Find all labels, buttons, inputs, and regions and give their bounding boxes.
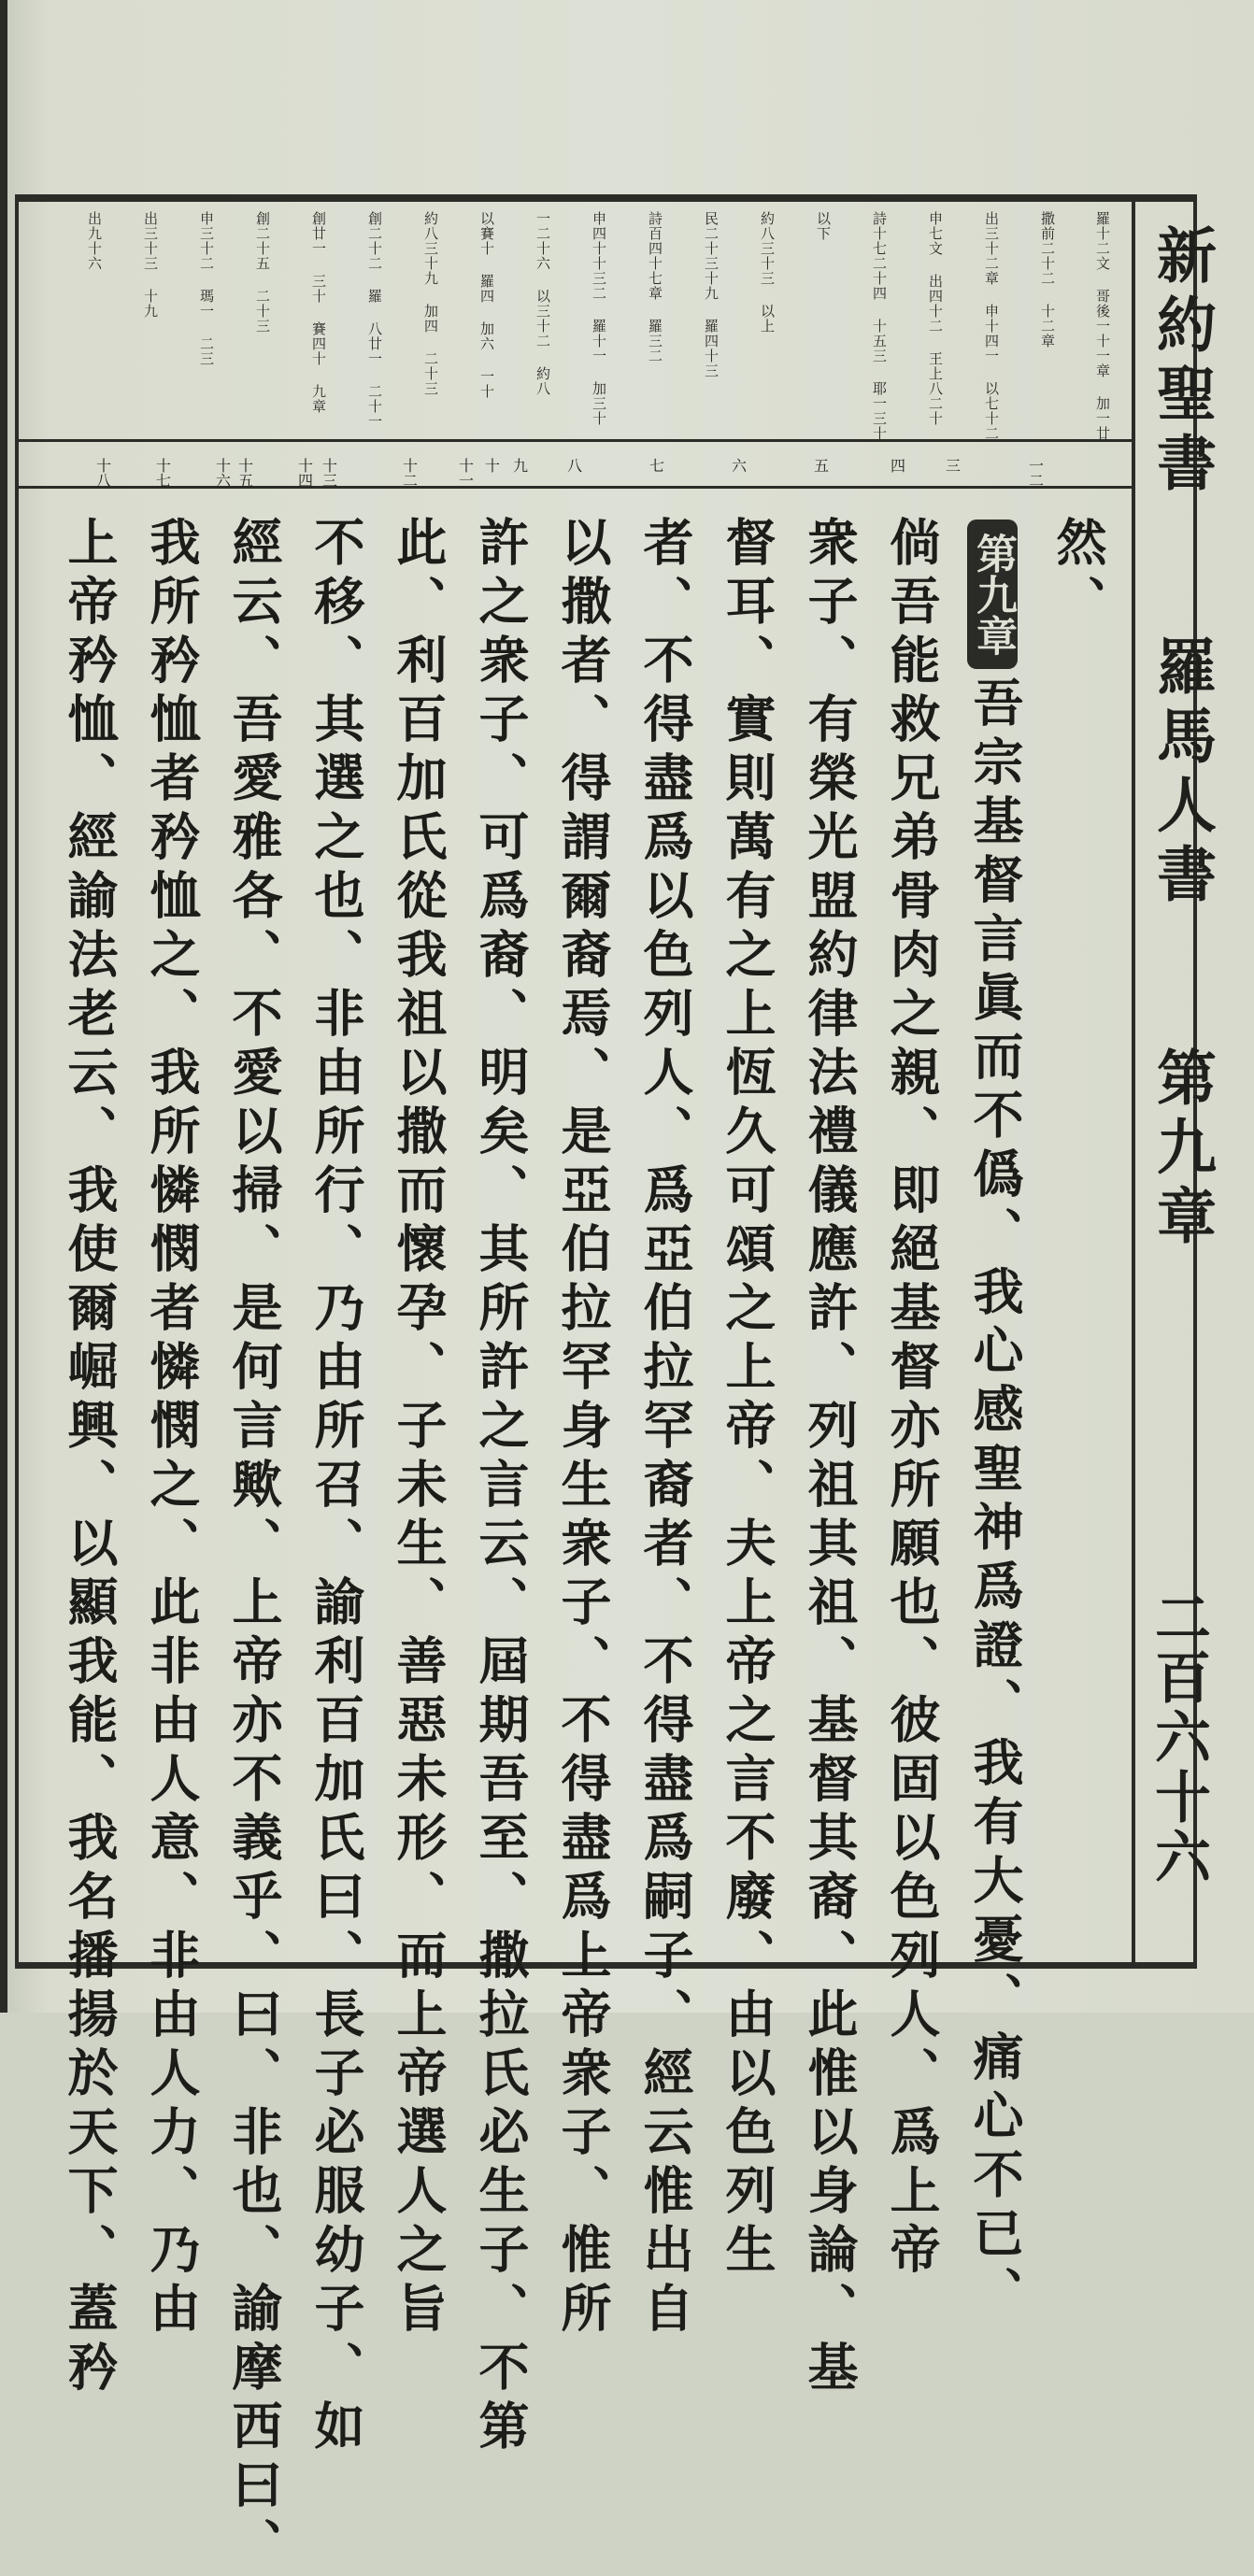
- header-divider-rule: [1132, 202, 1135, 1962]
- note: 申三十二 瑪一 二三: [198, 211, 215, 366]
- text-column: 不移、其選之也、非由所行、乃由所召、諭利百加氏曰、長子必服幼子、如: [306, 516, 366, 2458]
- book-spine: [0, 0, 7, 2013]
- text-column: 者、不得盡爲以色列人、爲亞伯拉罕裔者、不得盡爲嗣子、經云惟出自: [635, 516, 695, 2341]
- note: 詩十七二十四 十五三 耶一三十: [871, 211, 888, 441]
- chapter-marker-badge: 第九章: [967, 519, 1018, 669]
- running-title: 新約聖書: [1147, 224, 1217, 501]
- note: 創二十二 羅 八廿一 二十一: [366, 211, 383, 429]
- verse-number: 一二: [1026, 458, 1045, 488]
- text-column: 許之衆子、可爲裔、明矣、其所許之言云、屆期吾至、撒拉氏必生子、不第: [471, 516, 531, 2458]
- page-number: 二百六十六: [1146, 1588, 1211, 1887]
- note: 創廿一 三十 賽四十 九章: [310, 211, 327, 414]
- note: 出三十三 十九: [142, 211, 159, 319]
- verse-number: 三: [943, 458, 962, 473]
- text-column: 然、: [1048, 516, 1108, 633]
- verse-number: 七: [647, 458, 665, 473]
- verse-number: 十一: [456, 458, 475, 488]
- note: 出三十二章 申十四一 以七十二: [983, 211, 1000, 441]
- note: 出九十六: [86, 211, 103, 271]
- note: 申七文 出四十二 王上八二十: [927, 211, 944, 426]
- note: 約八三十九 加四 二十三: [422, 211, 439, 396]
- verse-number: 四: [888, 458, 906, 473]
- text-column: 經云、吾愛雅各、不愛以掃、是何言歟、上帝亦不義乎、曰、非也、諭摩西曰、: [224, 516, 284, 2576]
- text-column: 衆子、有榮光盟約律法禮儀應許、列祖其祖、基督其裔、此惟以身論、基: [800, 516, 860, 2399]
- verse-number: 九: [510, 458, 529, 473]
- text-column: 倘吾能救兄弟骨肉之親、即絕基督亦所願也、彼固以色列人、爲上帝: [882, 516, 942, 2282]
- text-column: 吾宗基督言眞而不僞、我心感聖神爲證、我有大憂、痛心不已、: [965, 676, 1025, 2325]
- verse-number: 六: [729, 458, 748, 473]
- text-column: 此、利百加氏從我祖以撒而懷孕、子未生、善惡未形、而上帝選人之旨: [389, 516, 449, 2341]
- verse-number: 八: [564, 458, 583, 473]
- text-column: 上帝矜恤、經諭法老云、我使爾崛興、以顯我能、我名播揚於天下、蓋矜: [60, 516, 120, 2399]
- notes-divider-rule: [19, 439, 1132, 442]
- verse-number: 十八: [93, 458, 112, 488]
- chapter-title: 第九章: [1147, 1046, 1217, 1254]
- note: 詩百四十七章 羅三二: [647, 211, 663, 363]
- note: 民二十三十九 羅四十三: [703, 211, 720, 378]
- text-column: 我所矜恤者矜恤之、我所憐憫者憐憫之、此非由人意、非由人力、乃由: [142, 516, 202, 2341]
- verse-number-band: [24, 445, 1127, 488]
- verse-number: 十二: [400, 458, 419, 488]
- verse-number: 十四: [295, 458, 314, 488]
- book-name: 羅馬人書: [1147, 635, 1217, 912]
- cross-reference-notes: [24, 211, 1127, 441]
- note: 以下: [815, 211, 832, 241]
- verse-number: 十六: [213, 458, 232, 488]
- frame-top-rule: [15, 194, 1196, 202]
- note: 一二十六 以三十二 約八: [534, 211, 551, 396]
- verse-number: 五: [811, 458, 830, 473]
- note: 約八三十三 以上: [759, 211, 776, 334]
- note: 創二十五 二十三: [254, 211, 271, 334]
- verse-number: 十七: [153, 458, 172, 488]
- verse-number: 十五: [235, 458, 254, 488]
- note: 以賽十 羅四 加六 一十: [478, 211, 495, 399]
- text-column: 督耳、實則萬有之上恆久可頌之上帝、夫上帝之言不廢、由以色列生: [718, 516, 777, 2282]
- frame-left-rule: [15, 194, 19, 1969]
- verse-number-divider-rule: [19, 486, 1132, 489]
- note: 申四十十三二 羅十一 加三十: [591, 211, 607, 426]
- verse-number: 十: [482, 458, 501, 473]
- note: 撒前二十二 十二章: [1039, 211, 1056, 349]
- text-column: 以撒者、得謂爾裔焉、是亞伯拉罕身生衆子、不得盡爲上帝衆子、惟所: [553, 516, 613, 2341]
- note: 羅十二文 哥後一十一章 加一廿: [1094, 211, 1111, 441]
- verse-number: 十三: [320, 458, 338, 488]
